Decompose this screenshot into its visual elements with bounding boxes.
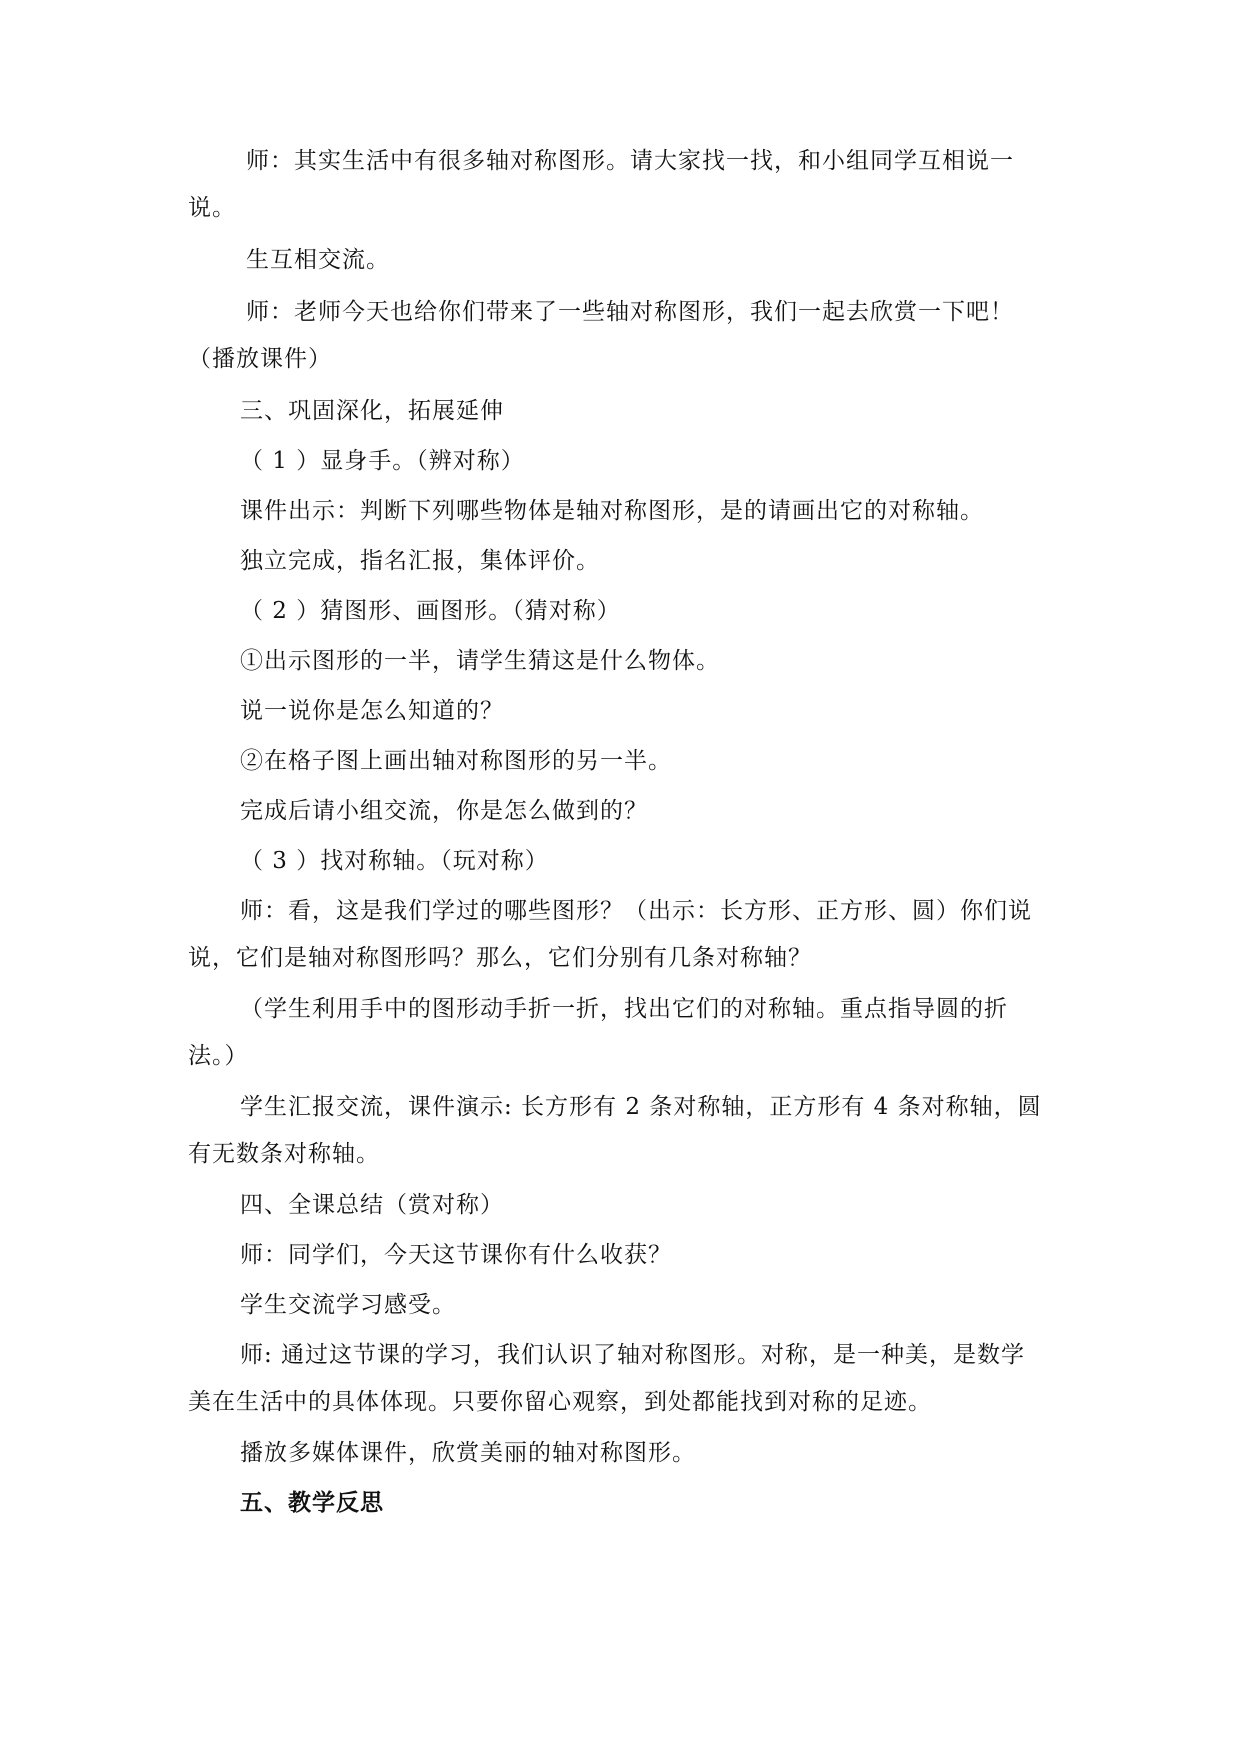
paragraph-line: 说，它们是轴对称图形吗？那么，它们分别有几条对称轴？ <box>188 945 812 971</box>
paragraph-line: （学生利用手中的图形动手折一折，找出它们的对称轴。重点指导圆的折 <box>240 996 1008 1022</box>
paragraph-line: 课件出示：判断下列哪些物体是轴对称图形，是的请画出它的对称轴。 <box>240 498 984 524</box>
section-heading: 四、全课总结（赏对称） <box>240 1192 504 1218</box>
paragraph-line: 师：老师今天也给你们带来了一些轴对称图形，我们一起去欣赏一下吧！ <box>246 299 1014 325</box>
paragraph-line: 学生交流学习感受。 <box>240 1292 456 1318</box>
paragraph-line: 播放多媒体课件，欣赏美丽的轴对称图形。 <box>240 1440 696 1466</box>
paragraph-line: 法。） <box>188 1043 249 1069</box>
paragraph-line: 师: 通过这节课的学习，我们认识了轴对称图形。对称，是一种美，是数学 <box>240 1342 1026 1368</box>
paragraph-line: 学生汇报交流，课件演示: 长方形有 2 条对称轴，正方形有 4 条对称轴，圆 <box>240 1094 1042 1120</box>
paragraph-line: ①出示图形的一半，请学生猜这是什么物体。 <box>240 648 720 674</box>
paragraph-line: 说。 <box>188 195 236 221</box>
paragraph-line: 师：同学们，今天这节课你有什么收获？ <box>240 1242 672 1268</box>
subsection-heading: （ 3 ）找对称轴。（玩对称） <box>240 848 549 874</box>
paragraph-line: ②在格子图上画出轴对称图形的另一半。 <box>240 748 672 774</box>
paragraph-line: 生互相交流。 <box>246 247 390 273</box>
subsection-heading: （ 2 ）猜图形、画图形。（猜对称） <box>240 598 621 624</box>
paragraph-line: 完成后请小组交流，你是怎么做到的？ <box>240 798 648 824</box>
paragraph-line: 师：其实生活中有很多轴对称图形。请大家找一找，和小组同学互相说一 <box>246 148 1014 174</box>
paragraph-line: 美在生活中的具体体现。只要你留心观察，到处都能找到对称的足迹。 <box>188 1389 932 1415</box>
paragraph-line: 师：看，这是我们学过的哪些图形？（出示：长方形、正方形、圆）你们说 <box>240 898 1032 924</box>
section-heading: 三、巩固深化，拓展延伸 <box>240 398 504 424</box>
section-heading-bold: 五、教学反思 <box>240 1489 384 1516</box>
paragraph-line: （播放课件） <box>188 346 332 372</box>
paragraph-line: 独立完成，指名汇报，集体评价。 <box>240 548 600 574</box>
paragraph-line: 有无数条对称轴。 <box>188 1141 380 1167</box>
paragraph-line: 说一说你是怎么知道的？ <box>240 698 504 724</box>
subsection-heading: （ 1 ）显身手。（辨对称） <box>240 448 525 474</box>
